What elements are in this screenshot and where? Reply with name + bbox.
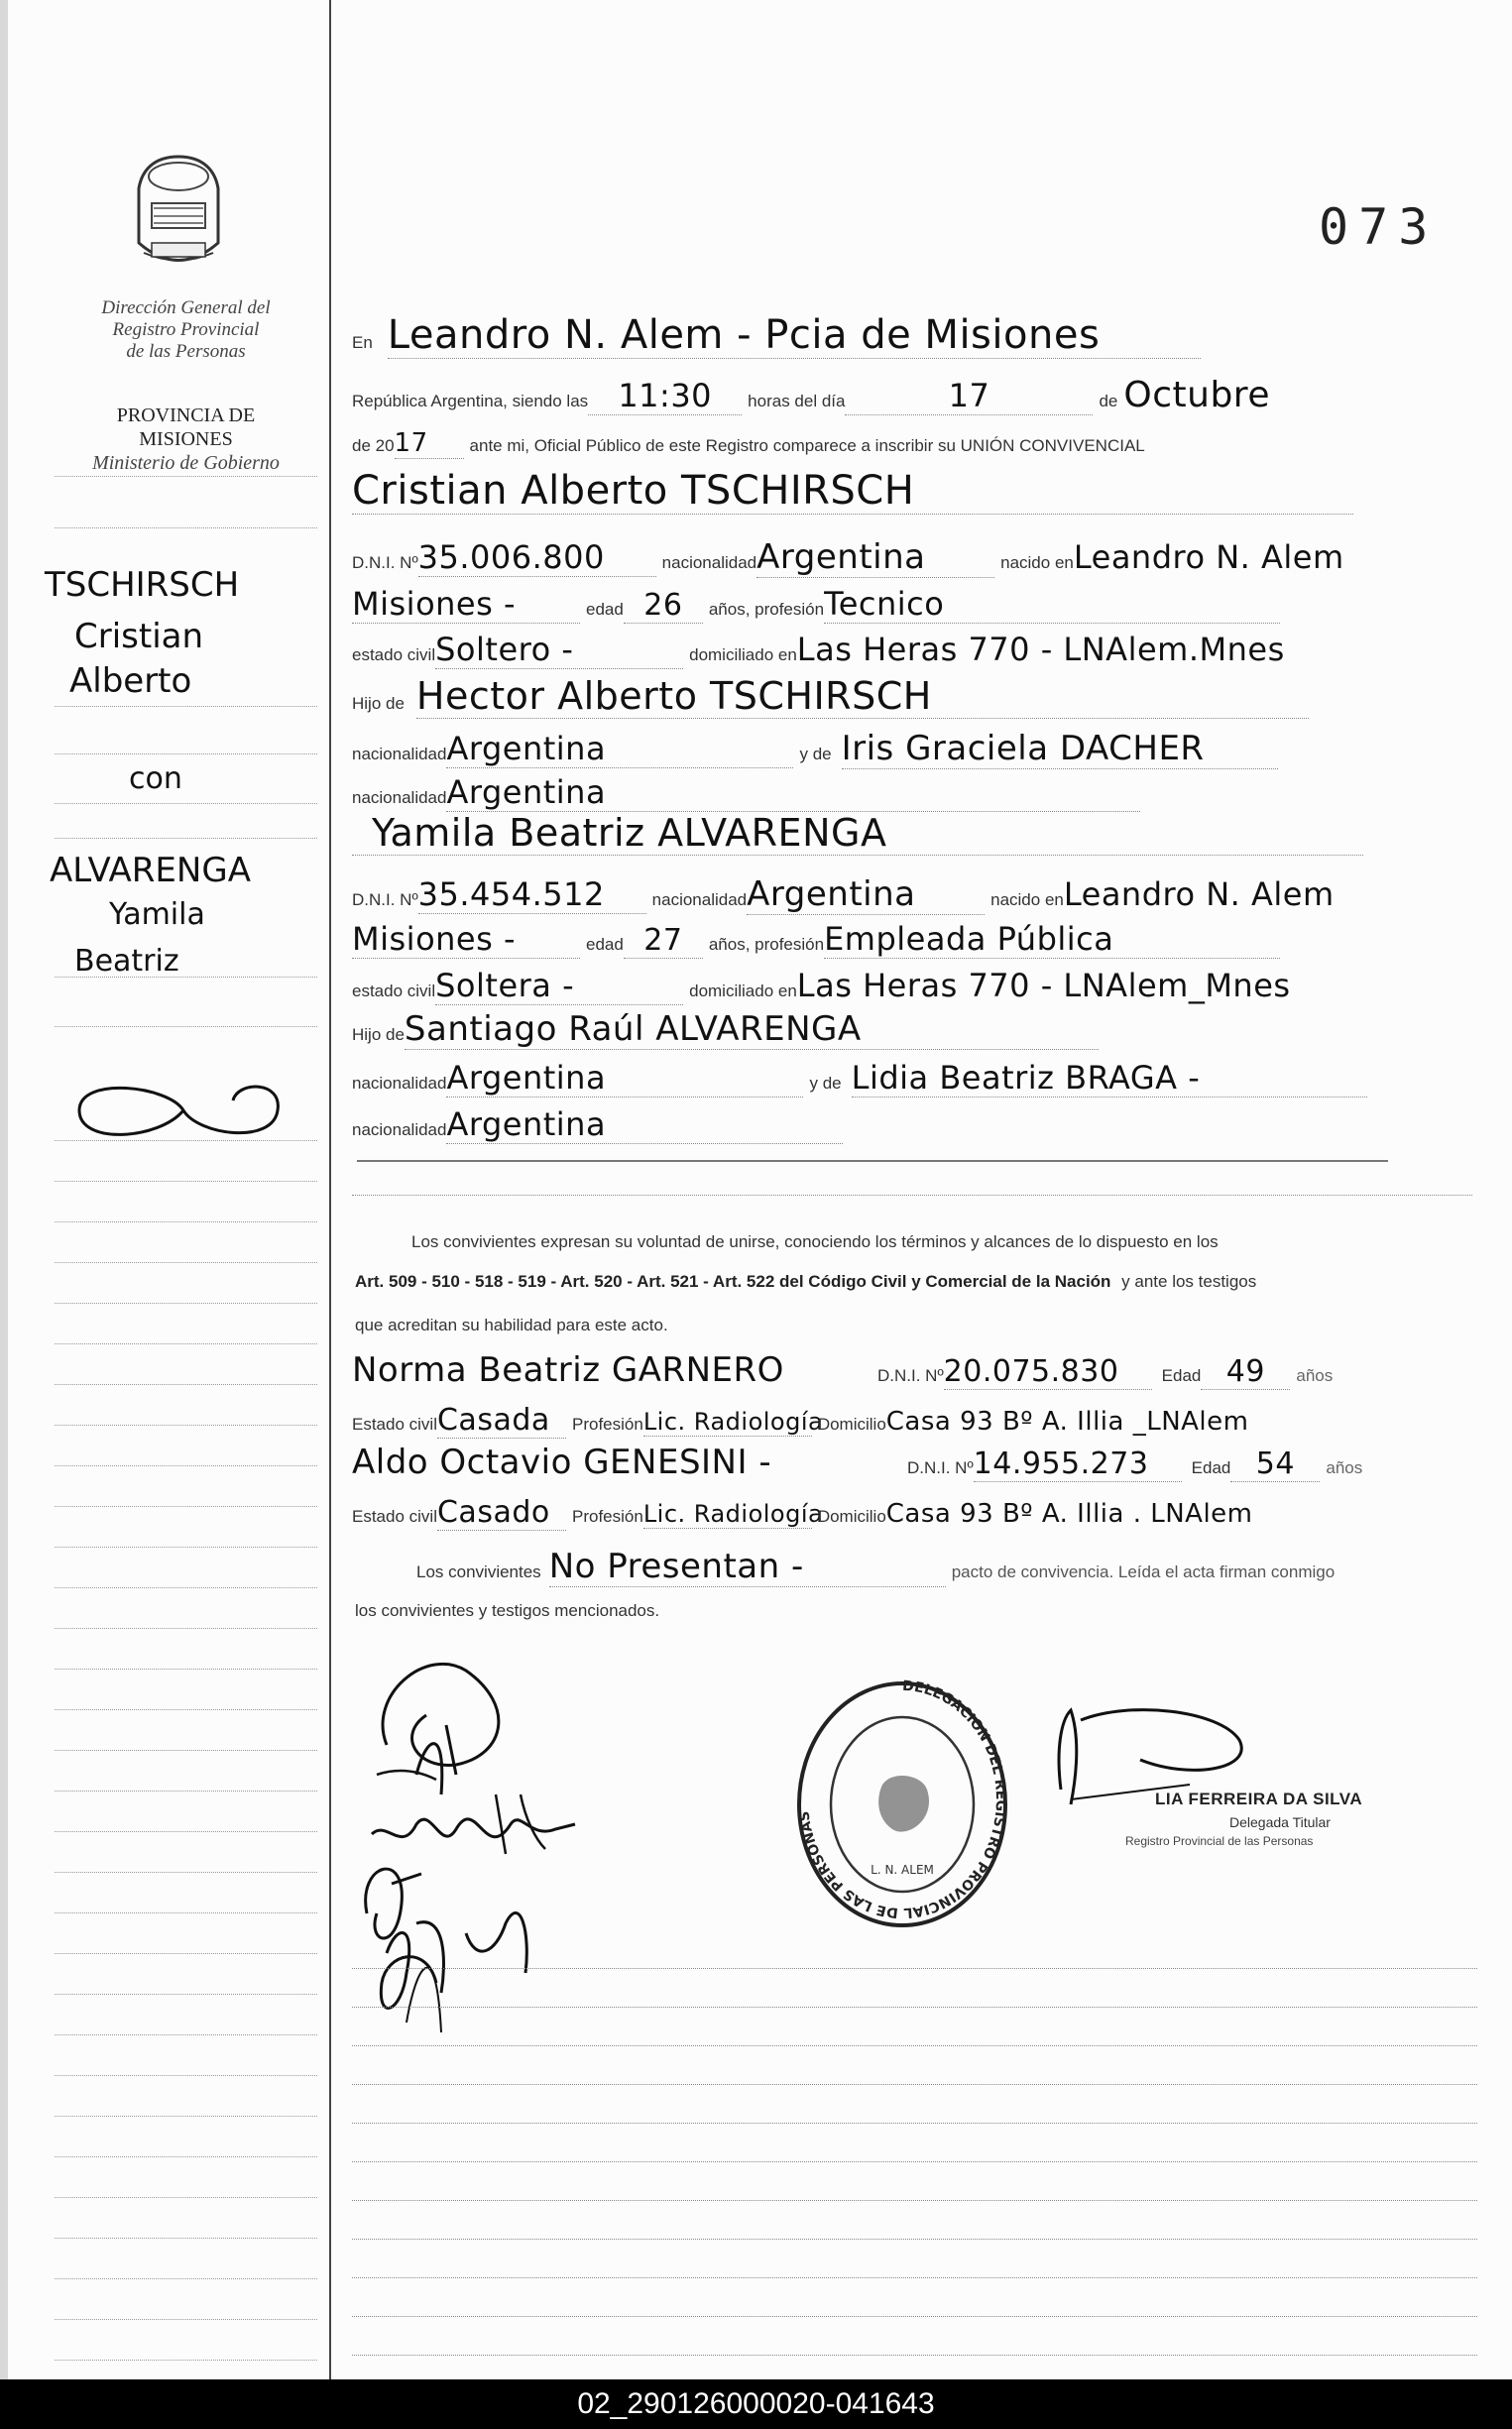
witness2-name: Aldo Octavio GENESINI - [352,1443,772,1482]
place-value: Leandro N. Alem - Pcia de Misiones [388,312,1201,359]
mother-nat-label-2: nacionalidad [352,1120,447,1139]
convivant2-father-nationality: Argentina [446,1059,803,1098]
prof-label-1: años, profesión [708,600,825,619]
convivant1-profession: Tecnico [824,585,1280,624]
margin-rule [55,1628,317,1629]
margin-rule [55,1026,317,1027]
ministry: Ministerio de Gobierno [92,452,280,474]
margin-rule [55,2319,317,2320]
father-nat-label-2: nacionalidad [352,1074,447,1093]
blank-rule-1 [352,1195,1472,1196]
margin-rule [55,2197,317,2198]
margin-rule [55,1994,317,1995]
page-number: 073 [1319,198,1439,256]
cancel-line-1 [357,1160,1388,1162]
official-stamp [788,1671,1016,1938]
convivant1-birthplace: Leandro N. Alem [1073,538,1344,576]
paragraph-line-2-rest: y ante los testigos [1121,1272,1257,1291]
document-footer-code: 02_290126000020-041643 [0,2379,1512,2429]
en-label: En [352,333,373,352]
father-nat-label-1: nacionalidad [352,745,447,763]
province-line-2: MISIONES [139,428,233,450]
margin-rule [55,1506,317,1507]
margin-rule [55,1547,317,1548]
convivant1-status: Soltero - [435,631,683,669]
margin-rule [55,1587,317,1588]
margin-rule [55,1831,317,1832]
margin-rule [55,1709,317,1710]
margin-surname-1: TSCHIRSCH [45,565,240,605]
convivant1-father: Hector Alberto TSCHIRSCH [416,674,1309,719]
official-name: LIA FERREIRA DA SILVA [1155,1790,1363,1808]
pacto-value: No Presentan - [549,1547,946,1587]
dni-label-2: D.N.I. Nº [352,890,418,909]
witness2-age: 54 [1230,1446,1320,1482]
age-label-2: edad [586,935,624,954]
convivant2-nationality: Argentina [747,874,985,915]
pacto-prefix: Los convivientes [416,1562,541,1581]
body-rule [352,2084,1477,2085]
witness1-status-label: Estado civil [352,1415,437,1434]
convivant2-name: Yamila Beatriz ALVARENGA [352,811,1363,856]
margin-given-2a: Yamila [109,897,205,932]
margin-rule [55,527,317,528]
margin-rule [55,1425,317,1426]
witness2-status: Casado [437,1495,566,1531]
witness1-status: Casada [437,1403,566,1439]
convivant2-age: 27 [624,923,703,959]
mother-label-1: y de [799,745,832,763]
margin-rule [55,1181,317,1182]
margin-rule [55,2360,317,2361]
margin-divider [329,0,331,2379]
time-value: 11:30 [588,377,742,415]
margin-given-1b: Alberto [69,661,192,701]
father-label-2: Hijo de [352,1025,405,1044]
margin-rule [55,1221,317,1222]
convivant1-address: Las Heras 770 - LNAlem.Mnes [796,631,1285,668]
org-line-3: de las Personas [126,341,246,362]
witness2-dni: 14.955.273 [974,1446,1182,1482]
margin-rule [55,1384,317,1385]
witness1-prof-label: Profesión [571,1415,643,1434]
margin-rule [55,1872,317,1873]
witness2-age-label: Edad [1191,1458,1231,1477]
margin-closing-flourish [59,1066,297,1155]
margin-rule [55,977,317,978]
witness1-profession: Lic. Radiología [642,1408,824,1436]
witness2-address: Casa 93 Bº A. Illia . LNAlem [885,1499,1253,1529]
margin-rule [55,1465,317,1466]
witness2-years-label: años [1326,1458,1363,1477]
convivant2-birthplace: Leandro N. Alem [1063,875,1335,913]
witness2-prof-label: Profesión [571,1507,643,1526]
margin-rule [55,803,317,804]
nat-label-1: nacionalidad [661,553,757,572]
witness1-dni-label: D.N.I. Nº [877,1366,944,1385]
body-rule [352,2007,1477,2008]
official-title: Delegada Titular [1229,1814,1331,1830]
address-label-2: domiciliado en [689,982,797,1000]
witness2-address-label: Domicilio [817,1507,886,1526]
margin-rule [55,753,317,754]
mother-nat-label-1: nacionalidad [352,788,447,807]
paragraph-articles: Art. 509 - 510 - 518 - 519 - Art. 520 - Art. 521 - Art. 522 del Código Civil y Comercial de la Nación [355,1272,1111,1291]
dni-label-1: D.N.I. Nº [352,553,418,572]
month-value: Octubre [1123,375,1270,415]
signatures-group [347,1626,684,2042]
witness1-name: Norma Beatriz GARNERO [352,1350,784,1390]
mother-label-2: y de [809,1074,842,1093]
margin-rule [55,2238,317,2239]
margin-rule [55,838,317,839]
born-label-1: nacido en [1000,553,1074,572]
convivant1-dni: 35.006.800 [418,538,656,577]
republica-label: República Argentina, siendo las [352,392,589,410]
margin-rule [55,1343,317,1344]
paragraph-line-3: que acreditan su habilidad para este acto. [355,1316,668,1334]
convivant1-age: 26 [624,588,703,624]
convivant2-birthplace-2: Misiones - [352,920,580,959]
convivant1-name: Cristian Alberto TSCHIRSCH [352,468,1353,515]
margin-rule [55,1750,317,1751]
body-rule [352,2239,1477,2240]
margin-connector: con [129,761,182,796]
body-rule [352,2161,1477,2162]
body-rule [352,1968,1477,1969]
statement-text: ante mi, Oficial Público de este Registro comparece a inscribir su UNIÓN CONVIVENCIAL [469,436,1145,455]
stamp-circle-text: DELEGACION DEL REGISTRO PROVINCIAL DE LAS PERSONAS [796,1677,1009,1921]
margin-given-1a: Cristian [74,617,204,656]
witness1-age: 49 [1201,1354,1290,1390]
convivant2-dni: 35.454.512 [418,875,646,914]
official-org: Registro Provincial de las Personas [1125,1834,1314,1848]
horas-label: horas del día [748,392,846,410]
father-label-1: Hijo de [352,694,405,713]
margin-rule [55,1669,317,1670]
year-value: 17 [395,428,464,459]
margin-rule [55,1912,317,1913]
witness1-address: Casa 93 Bº A. Illia _LNAlem [885,1407,1249,1437]
pacto-suffix: pacto de convivencia. Leída el acta firman conmigo [951,1562,1336,1581]
org-line-2: Registro Provincial [112,319,260,340]
year-prefix: de 20 [352,436,395,455]
address-label-1: domiciliado en [689,645,797,664]
convivant1-father-nationality: Argentina [446,730,793,768]
margin-rule [55,2156,317,2157]
prof-label-2: años, profesión [708,935,825,954]
body-rule [352,2355,1477,2356]
margin-rule [55,2034,317,2035]
margin-rule [55,2116,317,2117]
body-rule [352,2277,1477,2278]
convivant1-nationality: Argentina [756,537,994,578]
margin-rule [55,1953,317,1954]
margin-rule [55,1262,317,1263]
org-line-1: Dirección General del [101,297,271,318]
nat-label-2: nacionalidad [651,890,748,909]
margin-rule [55,2278,317,2279]
convivant2-mother-nationality: Argentina [446,1105,843,1144]
body-rule [352,2200,1477,2201]
margin-rule [55,1791,317,1792]
margin-given-2b: Beatriz [74,944,179,979]
witness1-age-label: Edad [1161,1366,1202,1385]
convivant2-father: Santiago Raúl ALVARENGA [405,1009,1099,1050]
de-label: de [1099,392,1118,410]
province-line-1: PROVINCIA DE [116,405,256,426]
stamp-bottom-text: L. N. ALEM [871,1863,934,1877]
status-label-1: estado civil [352,645,436,664]
margin-rule [55,1140,317,1141]
born-label-2: nacido en [990,890,1064,909]
witness1-address-label: Domicilio [817,1415,886,1434]
convivant2-mother: Lidia Beatriz BRAGA - [852,1059,1367,1098]
body-rule [352,2045,1477,2046]
convivant1-mother: Iris Graciela DACHER [842,729,1278,769]
body-rule [352,2123,1477,2124]
day-value: 17 [845,377,1093,415]
status-label-2: estado civil [352,982,436,1000]
witness1-years-label: años [1296,1366,1334,1385]
body-rule [352,2316,1477,2317]
convivant1-mother-nationality: Argentina [446,773,1140,812]
coat-of-arms-icon [124,149,233,283]
witness2-status-label: Estado civil [352,1507,437,1526]
margin-rule [55,2075,317,2076]
witness1-dni: 20.075.830 [944,1354,1152,1390]
convivant1-birthplace-2: Misiones - [352,585,580,624]
margin-rule [55,706,317,707]
margin-rule [55,476,317,477]
witness2-dni-label: D.N.I. Nº [907,1458,974,1477]
convivant2-address: Las Heras 770 - LNAlem_Mnes [796,967,1291,1004]
witness2-profession: Lic. Radiología [642,1500,824,1528]
margin-rule [55,1303,317,1304]
age-label-1: edad [586,600,624,619]
margin-surname-2: ALVARENGA [50,851,251,890]
paragraph-line-1: Los convivientes expresan su voluntad de unirse, conociendo los términos y alcances de lo dispuesto en los [411,1232,1219,1251]
convivant2-profession: Empleada Pública [824,920,1280,959]
binding-spine [0,0,8,2379]
closing-text: los convivientes y testigos mencionados. [355,1601,660,1620]
convivant2-status: Soltera - [435,967,683,1005]
